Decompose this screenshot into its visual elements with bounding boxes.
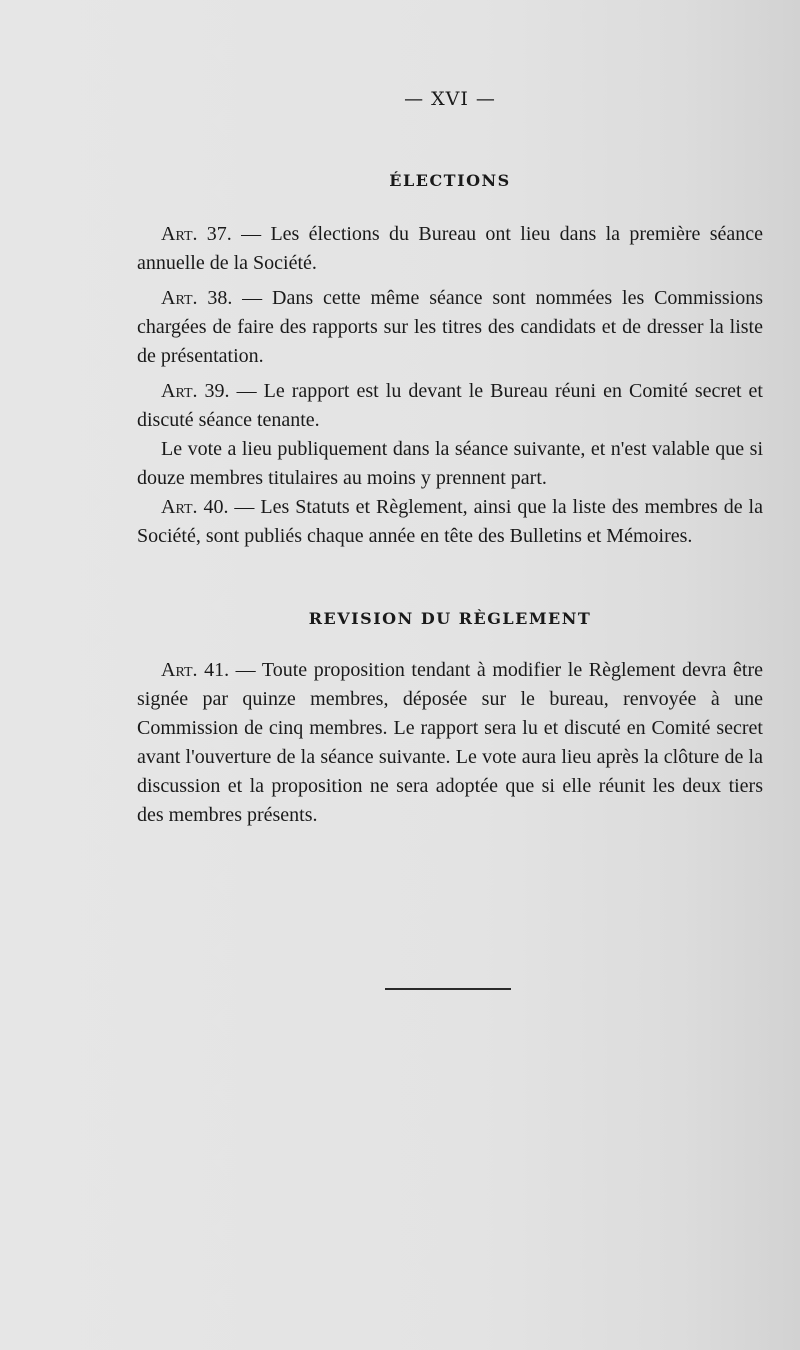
- article-41: [137, 656, 763, 830]
- article-40: [137, 493, 763, 551]
- article-39: [137, 377, 763, 435]
- article-number: Art. 41.: [161, 659, 230, 681]
- article-39-continued: [137, 435, 763, 493]
- end-rule-divider: [385, 988, 511, 990]
- article-38: [137, 284, 763, 371]
- page-number: — XVI —: [404, 88, 496, 110]
- article-text: — Les Statuts et Règlement, ainsi que la liste des membres de la Société, sont publiés chaque année en tête des Bulletins et Mémoires.: [137, 496, 763, 547]
- section-body-revision: [137, 656, 763, 830]
- article-text: — Toute proposition tendant à modifier le Règlement devra être signée par quinze membres, déposée sur le bureau, renvoyée à une Commission de cinq membres. Le rapport sera lu et discuté en Comité secret avant l'ouverture de la séance suivante. Le vote aura lieu après la clôture de la discussion et la proposition ne sera adoptée que si elle réunit les deux tiers des membres présents.: [137, 659, 763, 826]
- section-title-revision: REVISION DU RÈGLEMENT: [308, 609, 592, 628]
- article-text: — Le rapport est lu devant le Bureau réuni en Comité secret et discuté séance tenante.: [137, 380, 763, 431]
- article-number: Art. 37.: [161, 223, 232, 245]
- article-37: [137, 220, 763, 278]
- article-text: Le vote a lieu publiquement dans la séance suivante, et n'est valable que si douze membres titulaires au moins y prennent part.: [137, 438, 763, 489]
- article-number: Art. 38.: [161, 287, 233, 309]
- article-text: — Les élections du Bureau ont lieu dans la première séance annuelle de la Société.: [137, 223, 763, 274]
- article-number: Art. 40.: [161, 496, 229, 518]
- section-title-elections: ÉLECTIONS: [389, 171, 511, 190]
- article-text: — Dans cette même séance sont nommées les Commissions chargées de faire des rapports sur les titres des candidats et de dresser la liste de présentation.: [137, 287, 763, 367]
- article-number: Art. 39.: [161, 380, 230, 402]
- section-body-elections: [137, 220, 763, 551]
